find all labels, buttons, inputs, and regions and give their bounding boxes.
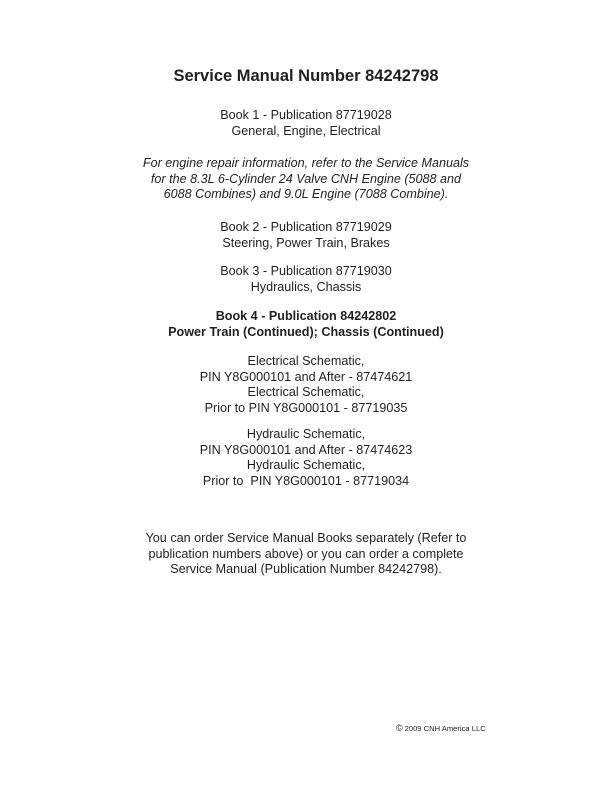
order-note-line-3: Service Manual (Publication Number 84242798). [170,562,442,576]
book-1-contents: General, Engine, Electrical [231,123,381,138]
book-3-publication: Book 3 - Publication 87719030 [220,264,392,278]
book-4-block [0,309,612,340]
page-title: Service Manual Number 84242798 [173,67,439,85]
electrical-line-3: Electrical Schematic, [247,385,365,399]
order-note-line-1: You can order Service Manual Books separately (Refer to [145,531,467,545]
hydraulic-schematic-block [0,427,612,489]
electrical-line-4: Prior to PIN Y8G000101 - 87719035 [204,400,408,415]
book-2-contents: Steering, Power Train, Brakes [222,235,390,250]
engine-note-line-3: 6088 Combines) and 9.0L Engine (7088 Combine). [163,187,449,201]
engine-repair-note [0,156,612,203]
electrical-schematic-block [0,354,612,416]
hydraulic-line-1: Hydraulic Schematic, [246,427,366,441]
engine-note-line-2: for the 8.3L 6-Cylinder 24 Valve CNH Engine (5088 and [150,171,462,186]
hydraulic-line-4: Prior to PIN Y8G000101 - 87719034 [202,473,410,488]
hydraulic-line-3: Hydraulic Schematic, [246,458,366,472]
hydraulic-line-2: PIN Y8G000101 and After - 87474623 [199,442,413,457]
copyright-text: 2009 CNH America LLC [404,724,486,733]
book-2-publication: Book 2 - Publication 87719029 [220,220,392,234]
book-4-publication: Book 4 - Publication 84242802 [215,309,397,323]
book-3-block [0,264,612,295]
electrical-line-1: Electrical Schematic, [247,354,365,368]
engine-note-line-1: For engine repair information, refer to the Service Manuals [142,156,470,170]
order-note-line-2: publication numbers above) or you can order a complete [148,546,464,561]
book-1-publication: Book 1 - Publication 87719028 [220,108,392,122]
book-4-contents: Power Train (Continued); Chassis (Continued) [168,324,444,339]
book-2-block [0,220,612,251]
book-1-block [0,108,612,139]
order-note-block [0,531,612,578]
copyright-notice [396,723,486,734]
electrical-line-2: PIN Y8G000101 and After - 87474621 [199,369,413,384]
book-3-contents: Hydraulics, Chassis [250,279,362,294]
copyright-symbol: © [396,723,403,733]
